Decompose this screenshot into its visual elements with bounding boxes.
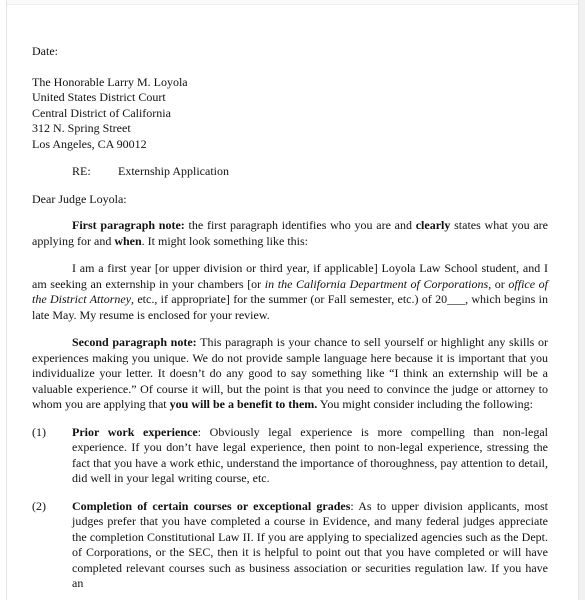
letter-page <box>32 44 548 604</box>
address-line: 312 N. Spring Street <box>32 121 131 135</box>
second-paragraph-note <box>32 335 548 413</box>
list-item-text: : Obviously legal experience is more compelling than non-legal experience. If you don’t have legal experience, then point to non-legal experience, stressing the fact that you have a work ethic, understand the importance of thoroughness, pay attention to detail, did well in your legal writing course, etc. <box>72 424 549 485</box>
date-label: Date: <box>32 44 58 58</box>
re-subject: Externship Application <box>118 164 229 178</box>
paragraph-text: , or <box>488 276 509 291</box>
note-label: First paragraph note: <box>72 218 185 232</box>
list-item-text: : As to upper division applicants, most judges prefer that you have completed a course in Evidence, and many federal judges appreciate the completion Constitutional Law II. If you are applying to specialized agencies such as the Dept. of Corporations, or the SEC, then it is helpful to point out that you have completed or will have completed relevant courses such as business association or securities regulation law. If you have an <box>72 498 548 590</box>
paragraph-text: , etc., if appropriate] for the summer (or Fall semester, etc.) of 20___, which begins in late May. My resume is enclosed for your review. <box>32 292 548 322</box>
emphasis-text: you will be a benefit to them. <box>169 397 318 411</box>
viewer-top-edge <box>0 0 585 5</box>
viewer-left-edge <box>0 0 7 600</box>
italic-text: office of the District Attorney <box>32 276 549 306</box>
paragraph-text: . It might look something like this: <box>141 233 308 248</box>
address-line: Los Angeles, CA 90012 <box>32 136 147 151</box>
paragraph-text: the first paragraph identifies who you are and <box>184 218 416 232</box>
italic-text: in the California Department of Corporations <box>264 276 489 291</box>
list-number: (2) <box>32 498 46 513</box>
address-line: Central District of California <box>32 105 171 120</box>
paragraph-text: You might consider including the following: <box>317 397 533 411</box>
salutation: Dear Judge Loyola: <box>32 191 127 206</box>
paragraph-text: I am a first year [or upper division or third year, if applicable] Loyola Law School student, and I am seeking an externship in your chambers [or <box>32 261 548 291</box>
list-item <box>32 425 548 487</box>
first-paragraph-note <box>32 218 548 249</box>
emphasis-text: clearly <box>415 218 451 232</box>
note-label: Second paragraph note: <box>72 335 197 349</box>
list-item-title: Prior work experience <box>72 424 198 439</box>
paragraph-text: This paragraph is your chance to sell yourself or highlight any skills or experiences making you unique. We do not provide sample language here because it is important that you individualize your letter. It doesn’t do any good to say something like “I think an externship will be a valuable experience.” Of course it will, but the point is that you need to convince the judge or attorney to whom you are applying that <box>32 335 548 411</box>
list-item-title: Completion of certain courses or exceptional grades <box>72 498 351 513</box>
sample-paragraph <box>32 261 548 323</box>
list-item <box>32 499 548 592</box>
list-number: (1) <box>32 424 46 439</box>
viewer-scrollbar[interactable] <box>578 0 585 600</box>
subject-line <box>32 164 548 180</box>
emphasis-text: when <box>114 233 142 248</box>
paragraph-text: states what you are applying for and <box>32 218 548 248</box>
address-line: United States District Court <box>32 90 166 104</box>
re-label: RE: <box>72 164 91 178</box>
recipient-address <box>32 75 548 153</box>
address-line: The Honorable Larry M. Loyola <box>32 74 188 89</box>
